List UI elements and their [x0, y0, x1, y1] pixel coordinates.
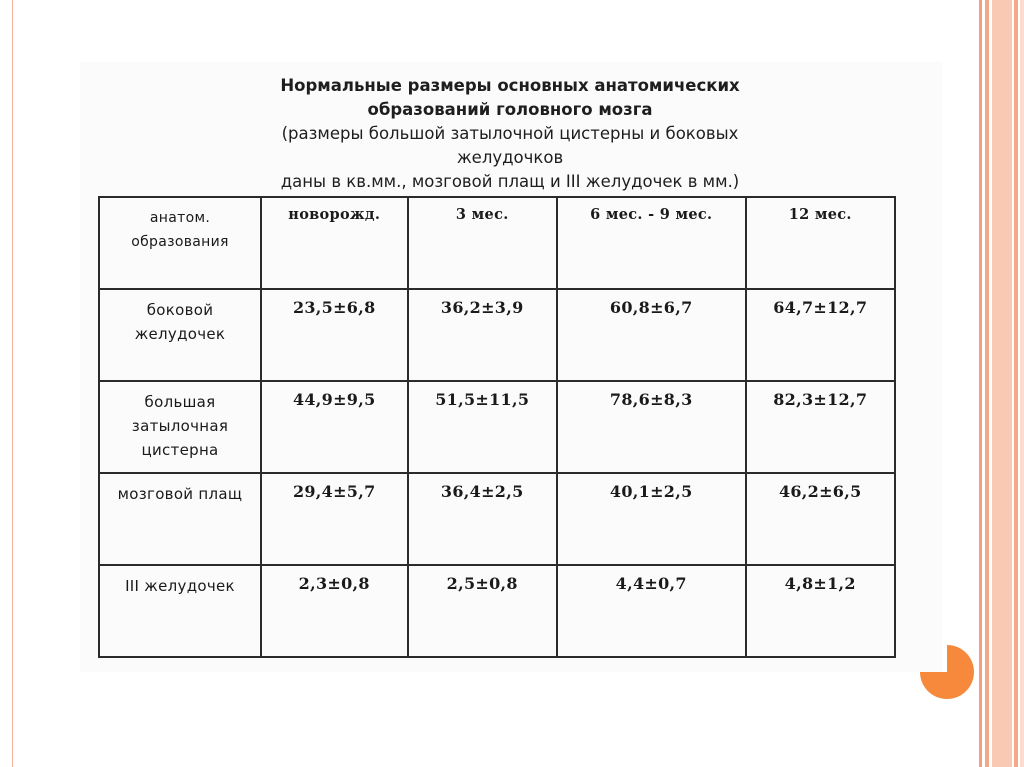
- table-cell: 46,2±6,5: [746, 473, 895, 565]
- row-header-line: боковой: [146, 301, 214, 319]
- column-header: 12 мес.: [746, 197, 895, 289]
- table-cell: 60,8±6,7: [557, 289, 746, 381]
- table-cell: 29,4±5,7: [261, 473, 408, 565]
- row-header-line: цистерна: [141, 441, 219, 459]
- table-header-row: [99, 197, 895, 289]
- decor-stripe: [1020, 0, 1024, 767]
- column-header: 3 мес.: [408, 197, 557, 289]
- decor-stripe: [1014, 0, 1018, 767]
- row-header: [99, 289, 261, 381]
- table-cell: 36,2±3,9: [408, 289, 557, 381]
- row-header-line: затылочная: [131, 417, 229, 435]
- table-cell: 51,5±11,5: [408, 381, 557, 473]
- subtitle-line: даны в кв.мм., мозговой плащ и III желудочек в мм.): [280, 172, 740, 191]
- subtitle-line: (размеры большой затылочной цистерны и боковых желудочков: [281, 124, 739, 167]
- table-cell: 36,4±2,5: [408, 473, 557, 565]
- column-header: 6 мес. - 9 мес.: [557, 197, 746, 289]
- table-row: [99, 381, 895, 473]
- row-header-line: III желудочек: [125, 577, 235, 595]
- table-cell: 2,3±0,8: [261, 565, 408, 657]
- table-cell: 4,4±0,7: [557, 565, 746, 657]
- title-line: Нормальные размеры основных анатомических: [280, 76, 740, 95]
- row-header: [99, 565, 261, 657]
- row-header: [99, 381, 261, 473]
- table-cell: 2,5±0,8: [408, 565, 557, 657]
- scanned-document: [80, 62, 942, 672]
- column-header: новорожд.: [261, 197, 408, 289]
- table-cell: 4,8±1,2: [746, 565, 895, 657]
- left-border-line: [12, 0, 13, 767]
- table-cell: 82,3±12,7: [746, 381, 895, 473]
- decor-stripe: [992, 0, 1012, 767]
- row-header-line: мозговой плащ: [117, 485, 243, 503]
- row-header-line: желудочек: [134, 325, 226, 343]
- table-cell: 44,9±9,5: [261, 381, 408, 473]
- row-header: [99, 473, 261, 565]
- brain-dimensions-table: [98, 196, 896, 658]
- decor-stripe: [985, 0, 989, 767]
- decor-stripe: [979, 0, 982, 767]
- table-cell: 78,6±8,3: [557, 381, 746, 473]
- table-row: [99, 565, 895, 657]
- table-cell: 40,1±2,5: [557, 473, 746, 565]
- corner-header-line: анатом.: [149, 210, 211, 226]
- table-cell: 23,5±6,8: [261, 289, 408, 381]
- corner-header-line: образования: [131, 234, 229, 250]
- row-header-line: большая: [144, 393, 216, 411]
- document-title: [230, 74, 790, 194]
- title-line: образований головного мозга: [367, 100, 653, 119]
- table-row: [99, 473, 895, 565]
- corner-header: [99, 197, 261, 289]
- table-row: [99, 289, 895, 381]
- table-cell: 64,7±12,7: [746, 289, 895, 381]
